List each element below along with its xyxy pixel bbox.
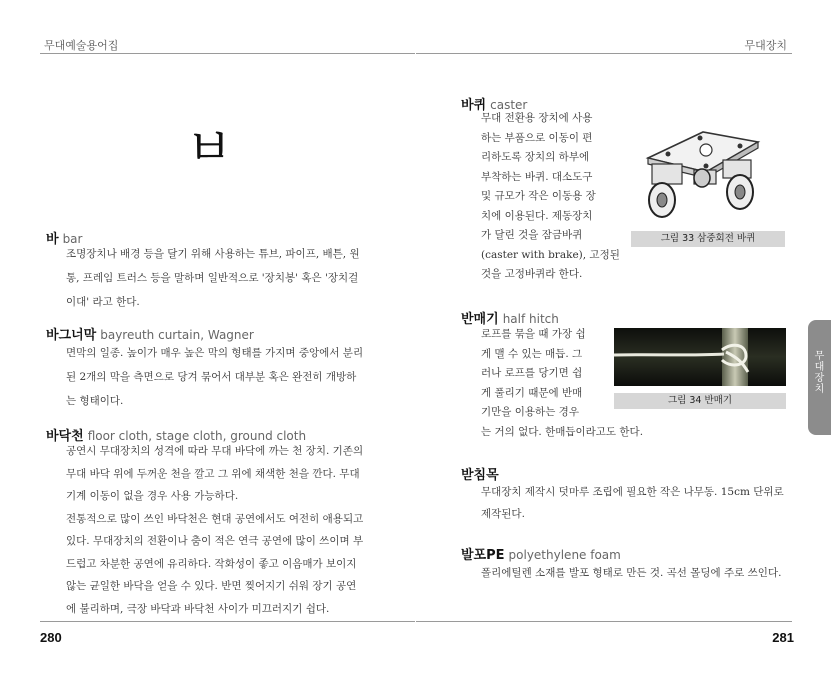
body-line: 로프를 묶을 때 가장 쉽 <box>481 328 586 340</box>
term-en: polyethylene foam <box>508 548 621 562</box>
body-line: 무대 전환용 장치에 사용 <box>481 112 593 124</box>
entry-body-caster <box>481 109 620 285</box>
body-line: 드럽고 차분한 공연에 유리하다. 작화성이 좋고 이음매가 보이지 <box>66 557 357 570</box>
body-line: 있다. 무대장치의 전환이나 춤이 적은 연극 공연에 많이 쓰이며 부 <box>66 535 364 547</box>
body-line: 것을 고정바퀴라 한다. <box>481 268 583 280</box>
body-line: 제작된다. <box>481 508 525 520</box>
footer-rule-right <box>416 621 792 622</box>
figure-caption-34: 그림 34 반매기 <box>614 393 786 409</box>
term-ko: 바 <box>46 232 59 247</box>
body-line: 게 맬 수 있는 매듭. 그 <box>481 347 583 360</box>
footer-rule-left <box>40 621 415 622</box>
header-book-title: 무대예술용어집 <box>44 39 119 52</box>
side-tab-label: 무대장치 <box>812 350 823 394</box>
body-line: 가 달린 것을 잠금바퀴 <box>481 229 583 241</box>
body-line: 러나 로프를 당기면 쉽 <box>481 367 583 379</box>
body-line: 폴리에틸렌 소재를 발포 형태로 만든 것. 곡선 몰딩에 주로 쓰인다. <box>481 567 782 579</box>
section-letter: ㅂ <box>185 119 234 177</box>
body-line: 는 형태이다. <box>66 395 124 407</box>
term-ko: 받침목 <box>461 468 499 483</box>
entry-body-bayreuth <box>66 341 363 413</box>
body-line: 기만을 이용하는 경우 <box>481 406 579 418</box>
body-line: 된 2개의 막을 측면으로 당겨 묶어서 대부분 혹은 완전히 개방하 <box>66 371 357 383</box>
body-line: 않는 균일한 바닥을 얻을 수 있다. 반면 찢어지기 쉬워 장기 공연 <box>66 580 357 592</box>
term-en: half hitch <box>502 312 559 326</box>
body-line: 기계 이동이 없을 경우 사용 가능하다. <box>66 490 239 502</box>
page-number-left: 280 <box>40 630 62 645</box>
term-ko: 바그너막 <box>46 328 97 343</box>
body-line: 및 규모가 작은 이동용 장 <box>481 190 596 202</box>
chapter-side-tab[interactable] <box>808 320 831 435</box>
body-line: 이대' 라고 한다. <box>66 296 140 308</box>
term-en: floor cloth, stage cloth, ground cloth <box>87 429 307 443</box>
body-line: 치에 이용된다. 제동장치 <box>481 209 593 222</box>
term-ko: 바닥천 <box>46 429 84 444</box>
body-line: 공연시 무대장치의 성격에 따라 무대 바닥에 까는 천 장치. 기존의 <box>66 445 364 457</box>
body-line: 하는 부품으로 이동이 편 <box>481 131 593 144</box>
caster-illustration <box>628 120 788 230</box>
half-hitch-photo <box>614 328 786 386</box>
term-ko: 반매기 <box>461 312 499 327</box>
body-line: 전통적으로 많이 쓰인 바닥천은 현대 공연에서도 여전히 애용되고 <box>66 512 364 525</box>
term-ko: 발포PE <box>461 548 505 563</box>
header-rule-left <box>40 53 415 54</box>
entry-body-floor-cloth <box>66 440 363 620</box>
body-line: 통, 프레임 트러스 등을 말하며 일반적으로 '장치봉' 혹은 '장치걸 <box>66 272 359 284</box>
body-line: 무대장치 제작시 덧마루 조립에 필요한 작은 나무동. 15cm 단위로 <box>481 486 784 498</box>
entry-body-bar <box>66 242 360 314</box>
header-chapter-title: 무대장치 <box>744 39 787 52</box>
term-ko: 바퀴 <box>461 98 487 113</box>
term-en: bar <box>62 232 83 246</box>
body-line: 무대 바닥 위에 두꺼운 천을 깔고 그 위에 채색한 천을 깐다. 무대 <box>66 467 360 480</box>
figure-caption-33: 그림 33 삼중회전 바퀴 <box>631 231 785 247</box>
page-number-right: 281 <box>772 630 794 645</box>
entry-body-pe-foam <box>481 561 781 585</box>
body-line: 는 거의 없다. 한매듭이라고도 한다. <box>481 425 644 438</box>
entry-body-block <box>481 481 784 525</box>
term-en: bayreuth curtain, Wagner <box>100 328 254 342</box>
body-line: 에 불리하며, 극장 바닥과 바닥천 사이가 미끄러지기 쉽다. <box>66 602 330 615</box>
body-line: 리하도록 장치의 하부에 <box>481 151 590 163</box>
body-line: (caster with brake), 고정된 <box>481 248 620 261</box>
body-line: 면막의 일종. 높이가 매우 높은 막의 형태를 가지며 중앙에서 분리 <box>66 347 364 359</box>
body-line: 조명장치나 배경 등을 달기 위해 사용하는 튜브, 파이프, 배튼, 원 <box>66 248 360 260</box>
header-rule-right <box>416 53 792 54</box>
body-line: 부착하는 바퀴. 대소도구 <box>481 170 593 183</box>
term-en: caster <box>490 98 528 112</box>
body-line: 게 풀리기 때문에 반매 <box>481 386 583 399</box>
